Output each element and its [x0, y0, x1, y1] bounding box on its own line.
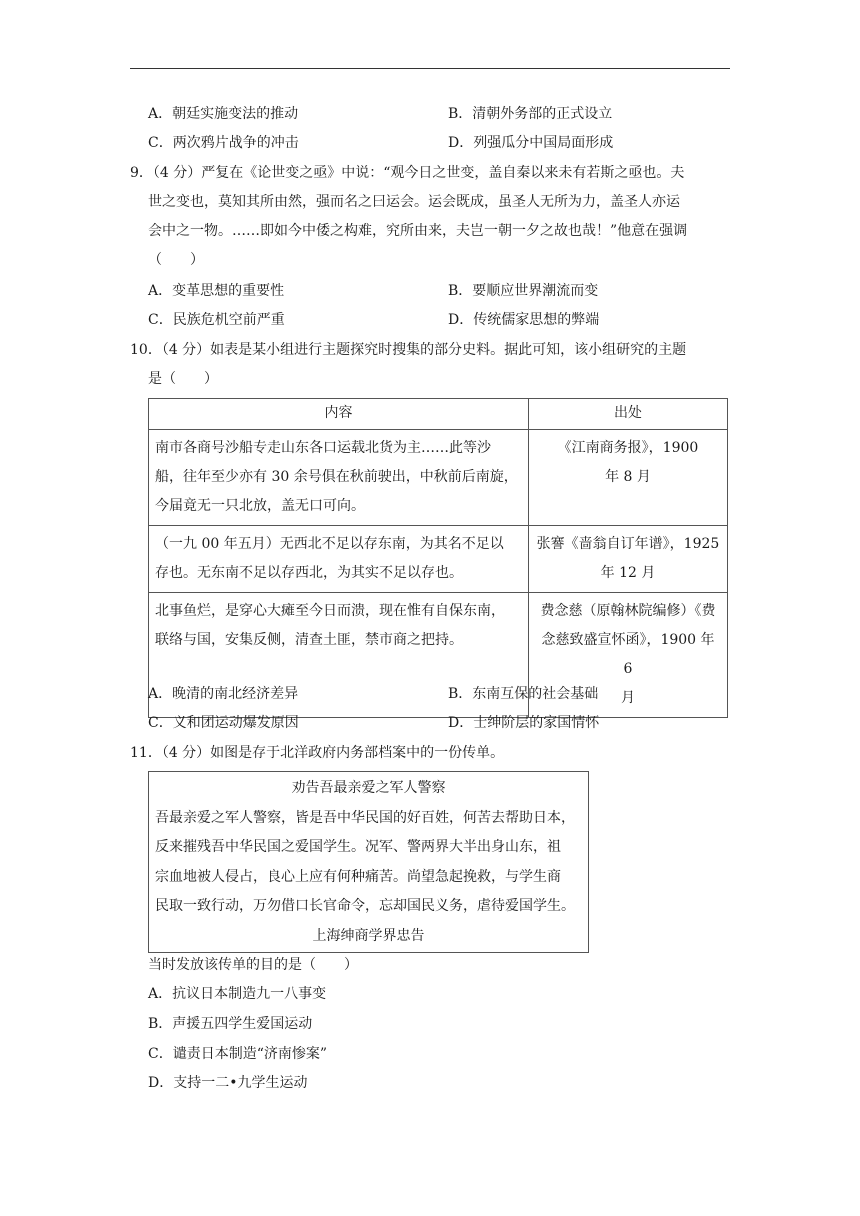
leaflet-line: 民取一致行动，万勿借口长官命令，忘却国民义务，虐待爱国学生。	[155, 898, 575, 914]
leaflet-line: 吾最亲爱之军人警察，皆是吾中华民国的好百姓，何苦去帮助日本，	[155, 809, 575, 826]
q11-option-a[interactable]: A．抗议日本制造九一八事变	[148, 986, 327, 1002]
q10-stem-line: 是（ ）	[148, 371, 218, 387]
table-cell-source	[529, 526, 728, 593]
q9-stem-line: 会中之一物。……即如今中倭之构难，究所由来，夫岂一朝一夕之故也哉！”他意在强调	[148, 223, 688, 239]
q11-stem-line: 11．（4 分）如图是存于北洋政府内务部档案中的一份传单。	[130, 745, 505, 761]
q10-option-c[interactable]: C．义和团运动爆发原因	[148, 715, 299, 731]
leaflet-signature: 上海绅商学界忠告	[312, 927, 425, 944]
q9-option-b[interactable]: B．要顺应世界潮流而变	[448, 283, 599, 299]
cell-line: 《江南商务报》，1900	[557, 440, 699, 456]
q8-option-b[interactable]: B．清朝外务部的正式设立	[448, 106, 613, 122]
q11-option-c[interactable]: C．谴责日本制造“济南惨案”	[148, 1046, 328, 1062]
q10-stem-line: 10．（4 分）如表是某小组进行主题探究时搜集的部分史料。据此可知，该小组研究的主题	[130, 342, 687, 358]
header-rule	[130, 68, 730, 69]
cell-line: 北事鱼烂，是穿心大瘫至今日而溃，现在惟有自保东南，	[155, 603, 505, 619]
table-cell-content	[149, 526, 529, 593]
cell-line: 年 12 月	[600, 565, 656, 581]
q11-question: 当时发放该传单的目的是（ ）	[148, 957, 358, 973]
q10-option-d[interactable]: D．士绅阶层的家国情怀	[448, 715, 600, 731]
leaflet-title: 劝告吾最亲爱之军人警察	[291, 780, 446, 796]
q10-option-a[interactable]: A．晚清的南北经济差异	[148, 686, 299, 702]
q8-option-a[interactable]: A．朝廷实施变法的推动	[148, 106, 299, 122]
cell-line: 联络与国，安集反侧，清查土匪，禁市商之把持。	[155, 632, 463, 648]
q8-option-d[interactable]: D．列强瓜分中国局面形成	[448, 135, 614, 151]
table-header-source: 出处	[529, 399, 728, 430]
q9-option-d[interactable]: D．传统儒家思想的弊端	[448, 312, 600, 328]
table-row	[149, 526, 728, 593]
cell-line: 念慈致盛宣怀函》，1900 年 6	[541, 632, 715, 677]
cell-line: 南市各商号沙船专走山东各口运载北货为主……此等沙	[155, 440, 491, 456]
cell-line: 年 8 月	[605, 469, 651, 485]
table-row	[149, 430, 728, 526]
cell-line: 船，往年至少亦有 30 余号俱在秋前驶出，中秋前后南旋，	[155, 469, 518, 485]
q11-option-b[interactable]: B．声援五四学生爱国运动	[148, 1016, 313, 1032]
cell-line: 月	[621, 690, 635, 706]
q9-option-a[interactable]: A．变革思想的重要性	[148, 283, 285, 299]
q9-stem-line: 9．（4 分）严复在《论世变之亟》中说：“观今日之世变，盖自秦以来未有若斯之亟也。夫	[130, 165, 685, 181]
leaflet-line: 宗血地被人侵占，良心上应有何种痛苦。尚望急起挽救，与学生商	[155, 868, 561, 885]
table-header-row	[149, 399, 728, 430]
q10-option-b[interactable]: B．东南互保的社会基础	[448, 686, 599, 702]
q9-option-c[interactable]: C．民族危机空前严重	[148, 312, 285, 328]
q11-option-d[interactable]: D．支持一二•九学生运动	[148, 1075, 308, 1091]
cell-line: 张謇《啬翁自订年谱》，1925	[536, 536, 720, 552]
table-header-content: 内容	[149, 399, 529, 430]
q9-stem-line: 世之变也，莫知其所由然，强而名之曰运会。运会既成，虽圣人无所为力，盖圣人亦运	[148, 194, 680, 210]
table-cell-source	[529, 430, 728, 526]
cell-line: 存也。无东南不足以存西北，为其实不足以存也。	[155, 565, 463, 581]
cell-line: 今届竟无一只北放，盖无口可向。	[155, 498, 365, 514]
table-cell-content	[149, 430, 529, 526]
q10-source-table	[148, 398, 728, 718]
cell-line: （一九 00 年五月）无西北不足以存东南，为其名不足以	[155, 536, 504, 552]
q11-leaflet-box	[148, 771, 589, 953]
cell-line: 费念慈（原翰林院编修）《费	[540, 603, 716, 619]
q9-answer-blank: （ ）	[148, 252, 204, 268]
leaflet-line: 反来摧残吾中华民国之爱国学生。况军、警两界大半出身山东，祖	[155, 839, 561, 855]
q8-option-c[interactable]: C．两次鸦片战争的冲击	[148, 135, 299, 151]
